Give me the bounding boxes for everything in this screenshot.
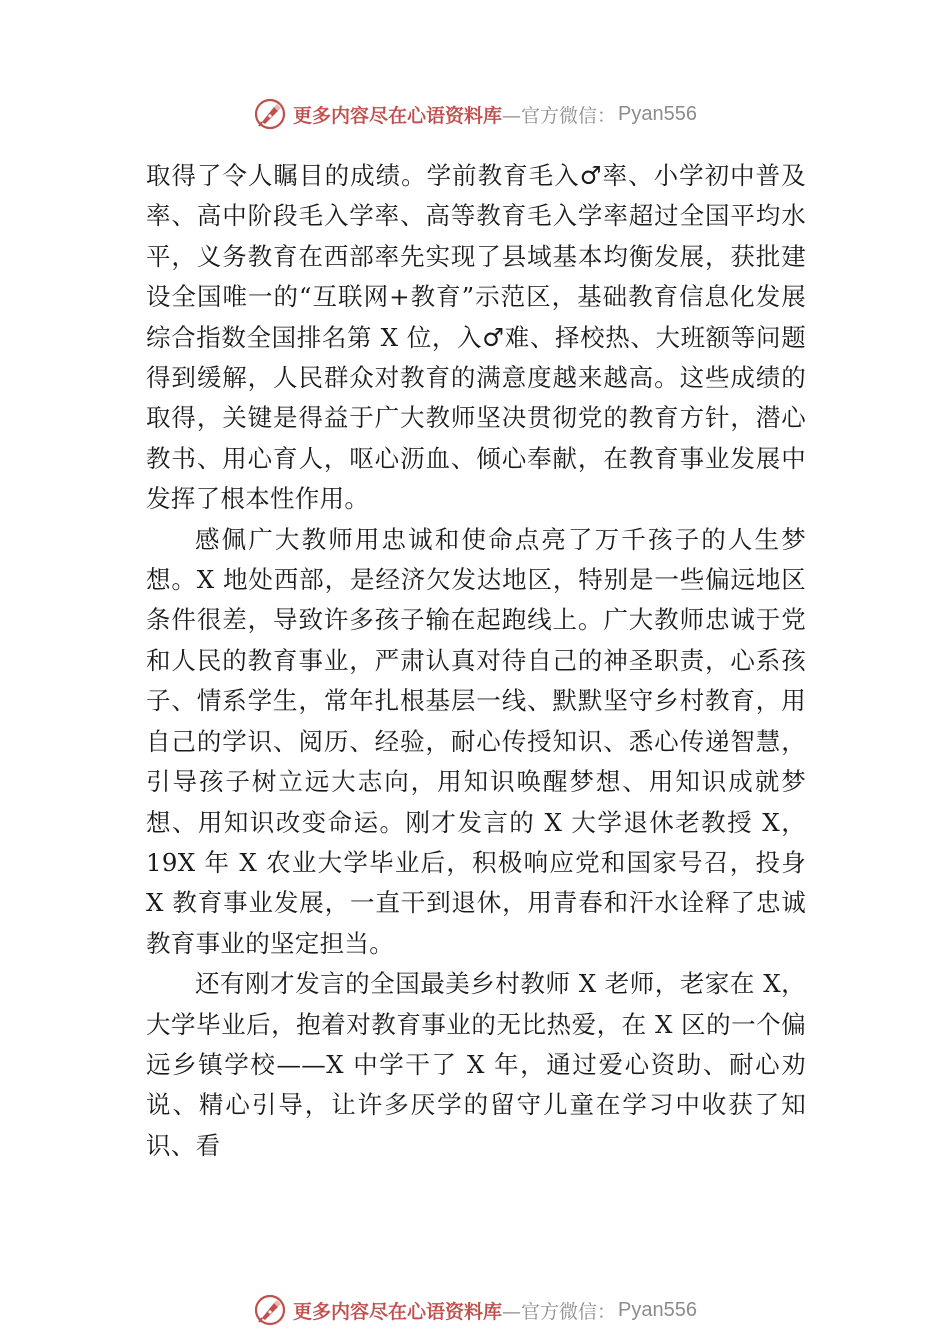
footer-brand-text: 更多内容尽在心语资料库 [293, 1300, 503, 1323]
footer-watermark [0, 1290, 950, 1330]
header-official-label: —官方微信： [502, 104, 617, 127]
footer-official-label: —官方微信： [502, 1300, 617, 1323]
pen-nib-logo-icon [253, 1293, 287, 1327]
header-wechat-id: Pyan556 [618, 102, 697, 125]
pen-nib-logo-icon [253, 97, 287, 131]
paragraph-2: 感佩广大教师用忠诚和使命点亮了万千孩子的人生梦想。X 地处西部，是经济欠发达地区，特别是一些偏远地区条件很差，导致许多孩子输在起跑线上。广大教师忠诚于党和人民的教育事业，严肃认真对待自己的神圣职责，心系孩子、情系学生，常年扎根基层一线、默默坚守乡村教育，用自己的学识、阅历、经验，耐心传授知识、悉心传递智慧， 引导孩子树立远大志向，用知识唤醒梦想、用知识成就梦想、用知识改变命运。刚才发言的 X 大学退休老教授 X，19X 年 X 农业大学毕业后，积极响应党和国家号召，投身 X 教育事业发展，一直干到退休，用青春和汗水诠释了忠诚教育事业的坚定担当。 [146, 524, 806, 958]
document-body [146, 156, 806, 1166]
footer-wechat-id: Pyan556 [618, 1298, 697, 1321]
header-brand-text: 更多内容尽在心语资料库 [293, 104, 503, 127]
paragraph-3: 还有刚才发言的全国最美乡村教师 X 老师，老家在 X，大学毕业后，抱着对教育事业的无比热爱，在 X 区的一个偏远乡镇学校——X 中学干了 X 年，通过爱心资助、耐心劝说、精心引导，让许多厌学的留守儿童在学习中收获了知识、看 [146, 969, 806, 1160]
paragraph-1: 取得了令人瞩目的成绩。学前教育毛入♂率、小学初中普及率、高中阶段毛入学率、高等教育毛入学率超过全国平均水平，义务教育在西部率先实现了县域基本均衡发展，获批建设全国唯一的“互联网+教育”示范区，基础教育信息化发展综合指数全国排名第 X 位，入♂难、择校热、大班额等问题得到缓解，人民群众对教育的满意度越来越高。这些成绩的取得，关键是得益于广大教师坚决贯彻党的教育方针，潜心教书、用心育人，呕心沥血、倾心奉献，在教育事业发展中发挥了根本性作用。 [146, 161, 806, 514]
header-watermark [0, 94, 950, 134]
